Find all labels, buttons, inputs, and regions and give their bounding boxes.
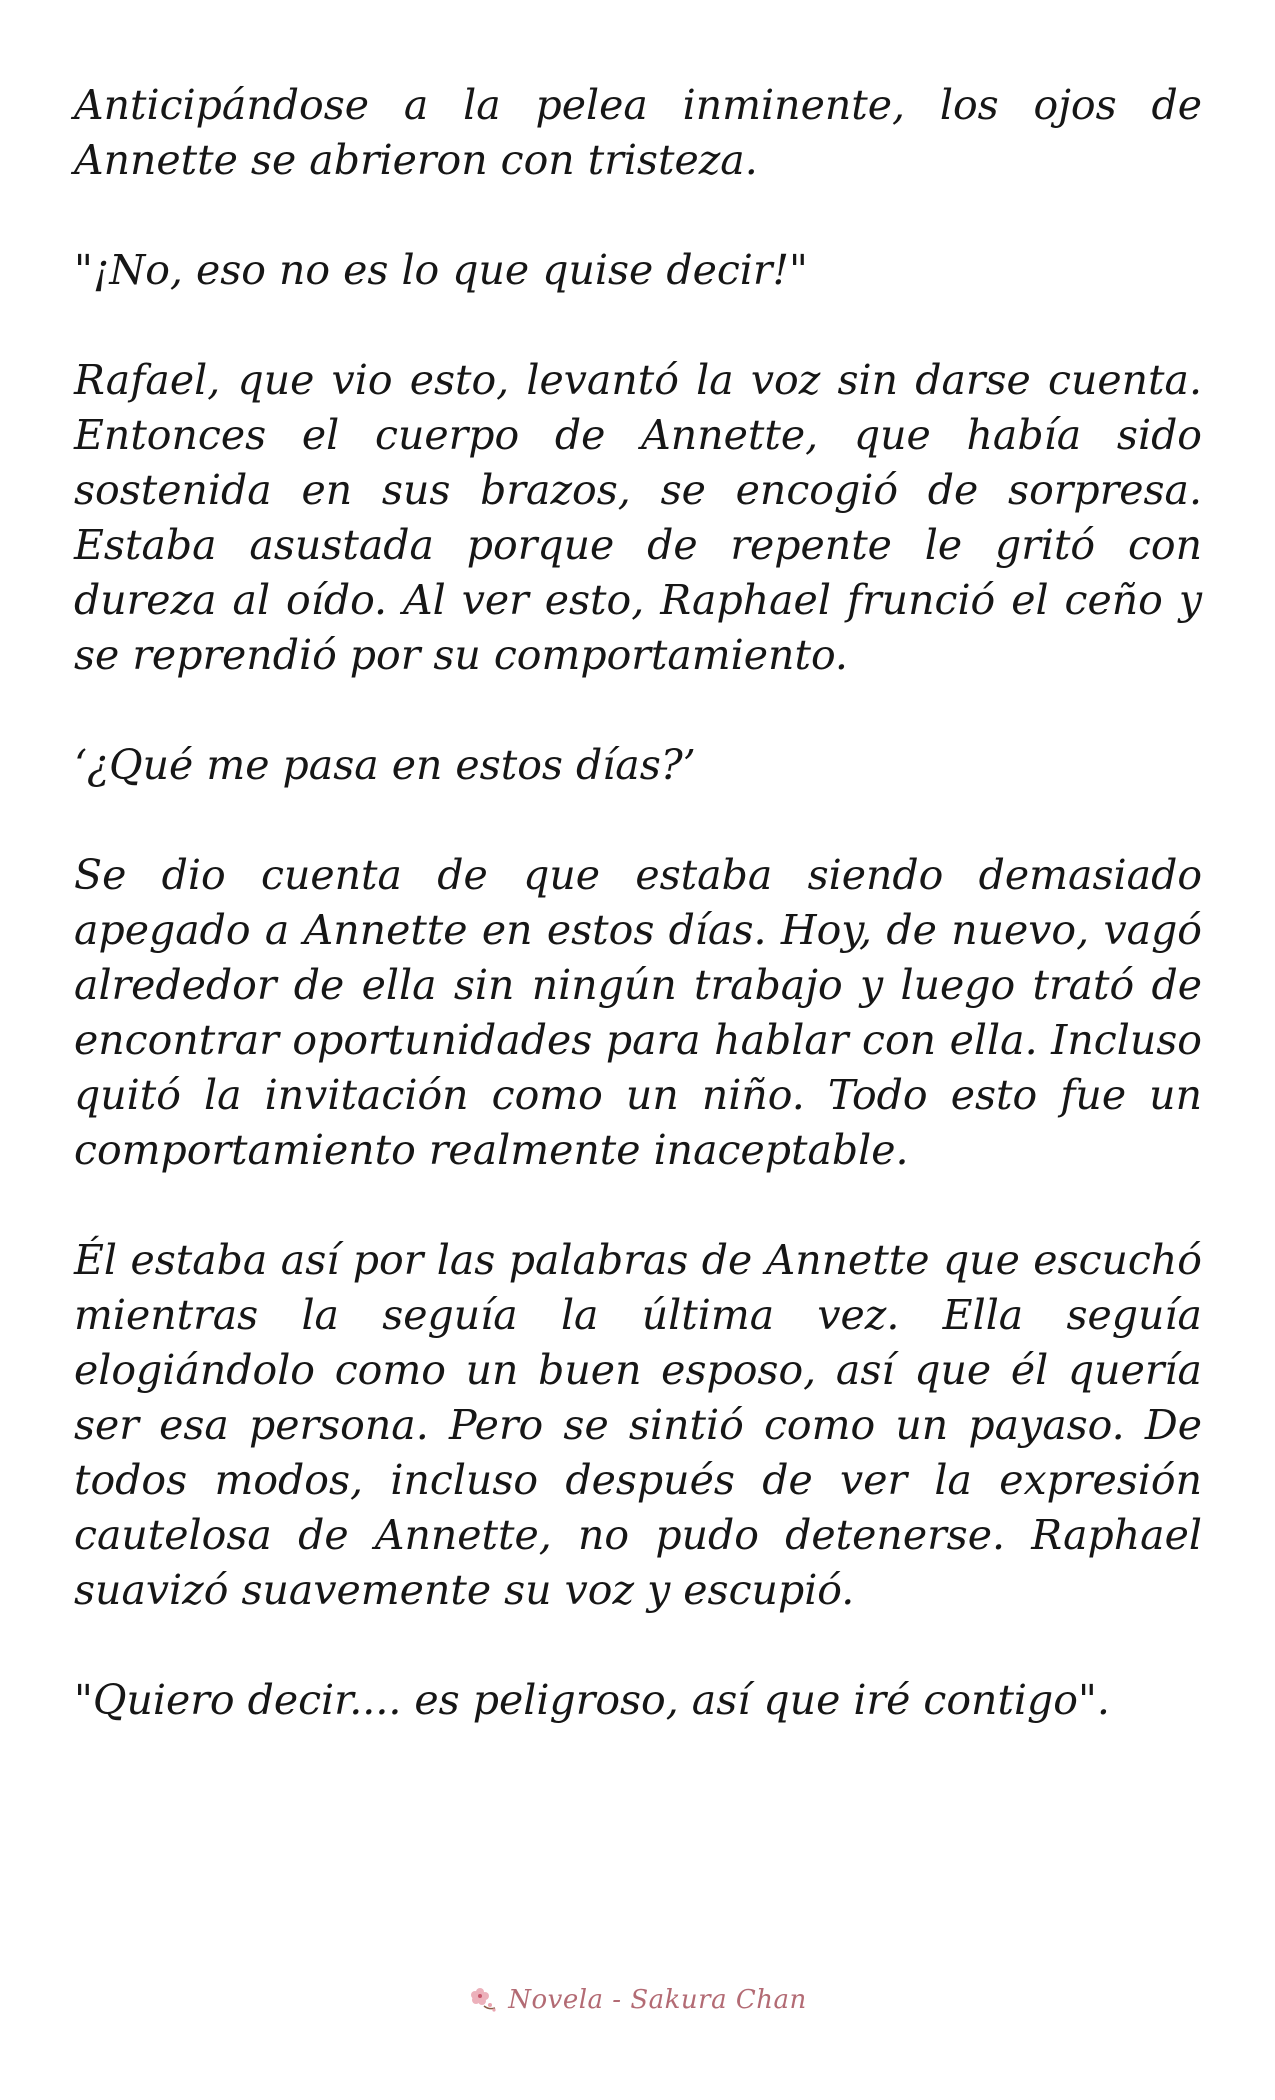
paragraph-4: ‘¿Qué me pasa en estos días?’ bbox=[74, 741, 696, 789]
watermark-text: Novela - Sakura Chan bbox=[508, 1985, 807, 2015]
paragraph-7: "Quiero decir.... es peligroso, así que iré contigo". bbox=[74, 1676, 1110, 1724]
paragraph-3: Rafael, que vio esto, levantó la voz sin darse cuenta. Entonces el cuerpo de Annette, que había sido sostenida en sus brazos, se encogió de sorpresa. Estaba asustada porque de repente le gritó con dureza al oído. Al ver esto, Raphael frunció el ceño y se reprendió por su comportamiento. bbox=[74, 356, 1202, 679]
cherry-blossom-icon bbox=[468, 1984, 500, 2016]
watermark bbox=[0, 1984, 1275, 2016]
paragraph-5: Se dio cuenta de que estaba siendo demasiado apegado a Annette en estos días. Hoy, de nuevo, vagó alrededor de ella sin ningún trabajo y luego trató de encontrar oportunidades para hablar con ella. Incluso quitó la invitación como un niño. Todo esto fue un comportamiento realmente inaceptable. bbox=[74, 851, 1202, 1174]
paragraph-2: "¡No, eso no es lo que quise decir!" bbox=[74, 246, 808, 294]
chapter-text bbox=[74, 78, 1202, 1783]
paragraph-6: Él estaba así por las palabras de Annette que escuchó mientras la seguía la última vez. Ella seguía elogiándolo como un buen esposo, así que él quería ser esa persona. Pero se sintió como un payaso. De todos modos, incluso después de ver la expresión cautelosa de Annette, no pudo detenerse. Raphael suavizó suavemente su voz y escupió. bbox=[74, 1236, 1202, 1614]
paragraph-1: Anticipándose a la pelea inminente, los ojos de Annette se abrieron con tristeza. bbox=[74, 81, 1202, 184]
